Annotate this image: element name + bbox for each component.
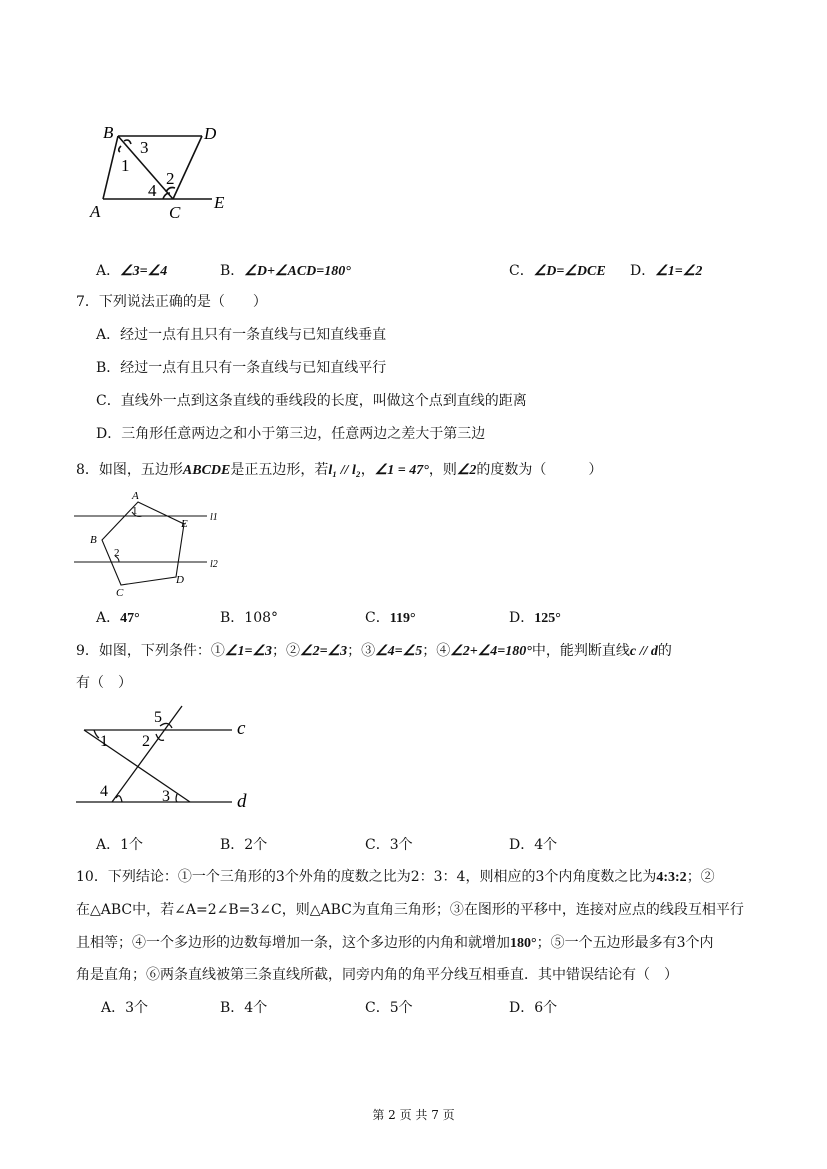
option-letter: D．: [509, 610, 535, 626]
q8-text: ，: [360, 462, 375, 478]
q9-option-c[interactable]: C．3个: [365, 837, 413, 853]
q8-option-a[interactable]: [96, 607, 140, 627]
fig6-angle-4: 4: [148, 181, 157, 200]
q8-text: ，则: [428, 462, 457, 478]
q10-text: ；②: [686, 869, 715, 885]
fig6-angle-3: 3: [140, 138, 149, 157]
q9-cond-1: ∠1=∠3: [224, 644, 273, 659]
q8-math-parallel: l₁ // l₂: [328, 463, 361, 478]
fig8-label-b: B: [90, 534, 97, 546]
q9-figure: [72, 702, 262, 812]
fig6-angle-2: 2: [166, 169, 175, 188]
q9-stem-line1: [76, 640, 672, 660]
fig9-angle-4: 4: [100, 783, 108, 800]
q10-line3: [76, 932, 714, 952]
q10-ratio: 4:3:2: [656, 870, 687, 885]
q10-option-d[interactable]: D．6个: [509, 1000, 558, 1016]
fig9-angle-2: 2: [142, 733, 150, 750]
q9-option-a[interactable]: A．1个: [96, 837, 144, 853]
option-text: ∠3=∠4: [120, 264, 168, 279]
q6-option-d[interactable]: [630, 260, 702, 280]
q8-text: 是正五边形，若: [230, 462, 329, 478]
q7-option-a[interactable]: A．经过一点有且只有一条直线与已知直线垂直: [96, 327, 387, 343]
fig8-label-l2: l2: [210, 559, 218, 570]
fig6-label-d: D: [204, 124, 217, 143]
q9-text: ；③: [347, 643, 376, 659]
q9-cond-3: ∠4=∠5: [375, 644, 423, 659]
option-letter: C．: [365, 610, 390, 626]
q9-option-b[interactable]: B．2个: [220, 837, 268, 853]
q9-option-d[interactable]: D．4个: [509, 837, 558, 853]
fig8-angle-2: 2: [114, 547, 120, 559]
fig8-label-l1: l1: [210, 512, 218, 523]
option-text: ∠D+∠ACD=180°: [244, 264, 351, 279]
option-text: 108°: [244, 610, 279, 626]
q8-math-angle2: ∠2: [456, 463, 477, 478]
q8-figure: [72, 490, 232, 600]
fig6-label-a: A: [90, 202, 101, 221]
q10-line2: 在△ABC中，若∠A=2∠B=3∠C，则△ABC为直角三角形；③在图形的平移中，连接对应点的线段互相平行: [76, 902, 744, 918]
page-footer: 第 2 页 共 7 页: [372, 1108, 455, 1122]
fig6-label-e: E: [214, 193, 225, 212]
fig6-label-b: B: [103, 123, 114, 142]
option-text: 119°: [389, 611, 416, 626]
q10-option-b[interactable]: B．4个: [220, 1000, 268, 1016]
q10-degree: 180°: [510, 936, 537, 951]
option-text: ∠1=∠2: [655, 264, 703, 279]
option-text: ∠D=∠DCE: [533, 264, 606, 279]
q6-option-a[interactable]: [96, 260, 167, 280]
fig6-angle-1: 1: [121, 156, 130, 175]
option-letter: D．: [630, 263, 656, 279]
q7-option-c[interactable]: C．直线外一点到这条直线的垂线段的长度，叫做这个点到直线的距离: [96, 393, 527, 409]
q7-option-d[interactable]: D．三角形任意两边之和小于第三边，任意两边之差大于第三边: [96, 426, 486, 442]
fig9-angle-5: 5: [154, 709, 162, 726]
fig8-label-c: C: [116, 587, 124, 599]
q8-text: 的度数为（ ）: [476, 462, 603, 478]
fig9-label-c: c: [237, 718, 246, 739]
q10-option-c[interactable]: C．5个: [365, 1000, 413, 1016]
fig9-angle-1: 1: [100, 733, 108, 750]
q9-text: ；②: [272, 643, 301, 659]
q9-text: 9．如图，下列条件：①: [76, 643, 225, 659]
q7-option-b[interactable]: B．经过一点有且只有一条直线与已知直线平行: [96, 360, 387, 376]
q8-math-angle1: ∠1 = 47°: [374, 463, 429, 478]
q10-text: 且相等；④一个多边形的边数每增加一条，这个多边形的内角和就增加: [76, 935, 510, 951]
q10-text: ；⑤一个五边形最多有3个内: [536, 935, 714, 951]
q8-option-b[interactable]: [220, 607, 278, 627]
q6-figure: [85, 122, 235, 222]
q8-text: 8．如图，五边形: [76, 462, 183, 478]
option-letter: B．: [220, 610, 245, 626]
q8-option-c[interactable]: [365, 607, 416, 627]
q8-math-pentagon: ABCDE: [182, 463, 231, 478]
q10-line4: 角是直角；⑥两条直线被第三条直线所截，同旁内角的角平分线互相垂直．其中错误结论有（ ）: [76, 967, 678, 983]
q9-text: ；④: [422, 643, 451, 659]
fig6-label-c: C: [169, 203, 181, 222]
q10-option-a[interactable]: A．3个: [101, 1000, 149, 1016]
q9-text: 的: [657, 643, 672, 659]
q6-option-b[interactable]: [220, 260, 351, 280]
fig8-label-a: A: [132, 490, 139, 502]
fig9-angle-3: 3: [162, 788, 170, 805]
q8-stem: [76, 459, 602, 479]
option-letter: B．: [220, 263, 245, 279]
q6-option-c[interactable]: [509, 260, 606, 280]
q10-text: 10．下列结论：①一个三角形的3个外角的度数之比为2：3：4，则相应的3个内角度数之比为: [76, 869, 657, 885]
q9-text: 中，能判断直线: [531, 643, 630, 659]
q9-cond-2: ∠2=∠3: [300, 644, 348, 659]
option-letter: A．: [96, 610, 121, 626]
option-letter: A．: [96, 263, 121, 279]
q10-line1: [76, 866, 715, 886]
q7-stem: 7．下列说法正确的是（ ）: [76, 294, 267, 310]
option-text: 125°: [534, 611, 561, 626]
q8-option-d[interactable]: [509, 607, 561, 627]
option-letter: C．: [509, 263, 534, 279]
fig8-angle-1: 1: [132, 505, 138, 517]
fig8-label-d: D: [176, 574, 184, 586]
q9-stem-line2: 有（ ）: [76, 675, 132, 691]
fig9-label-d: d: [237, 791, 247, 812]
q9-cond-4: ∠2+∠4=180°: [450, 644, 532, 659]
fig8-label-e: E: [181, 518, 188, 530]
q9-math-parallel: c // d: [629, 644, 658, 659]
option-text: 47°: [120, 611, 140, 626]
